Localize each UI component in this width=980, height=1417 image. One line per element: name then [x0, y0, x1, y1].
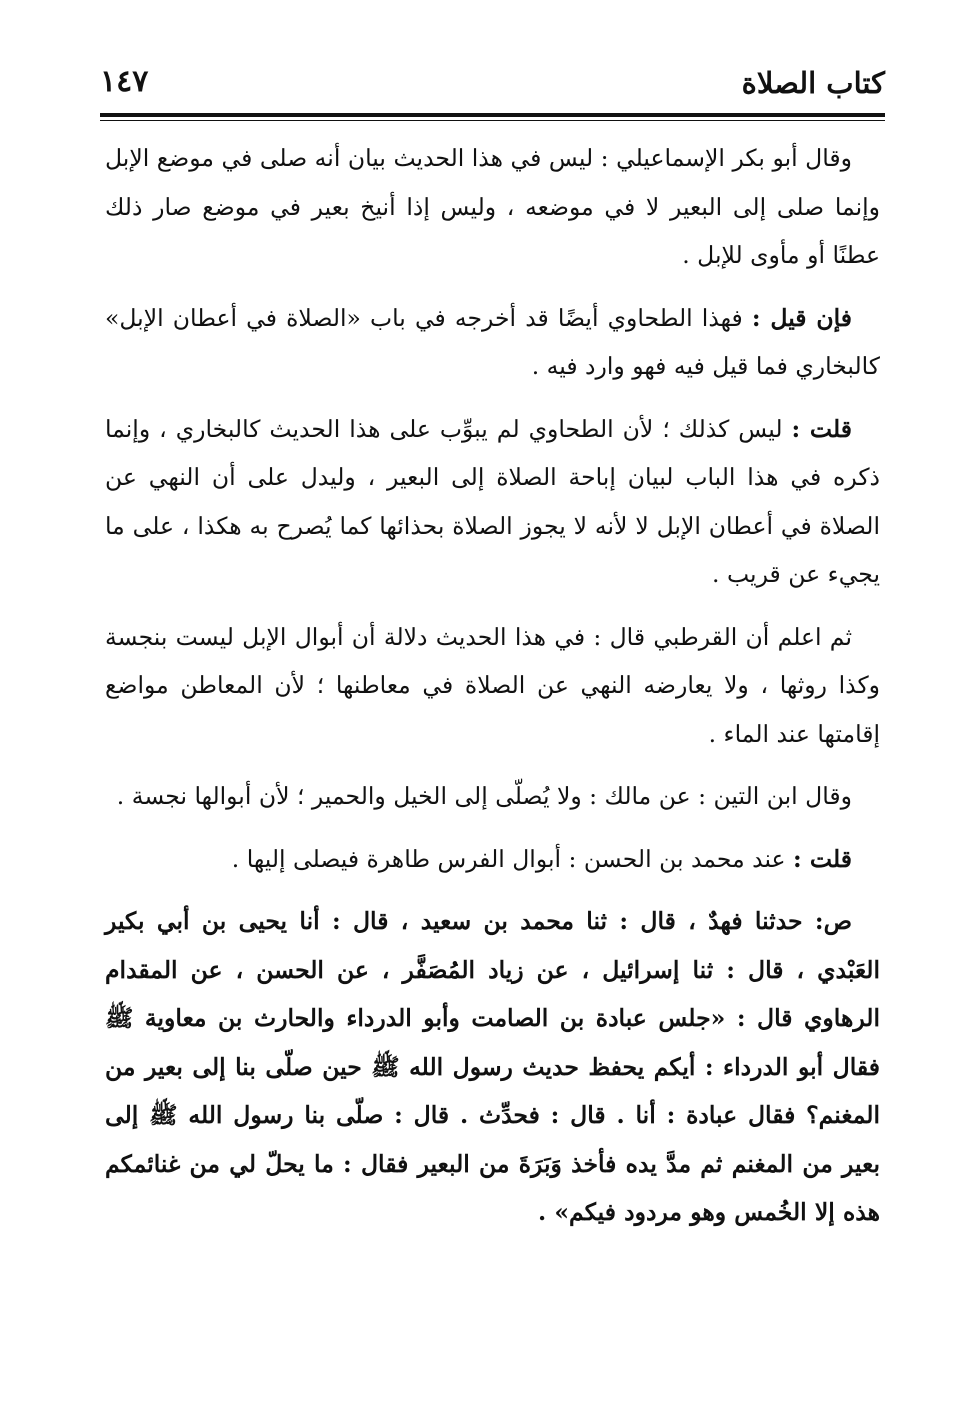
lead-in-phrase: قلت : [793, 844, 852, 873]
page-number: ١٤٧ [100, 64, 149, 99]
running-title: كتاب الصلاة [741, 66, 885, 100]
page-body [105, 134, 880, 1251]
lead-in-phrase: قلت : [791, 414, 852, 443]
lead-in-phrase: فإن قيل : [751, 303, 853, 332]
paragraph-reply: قلت : ليس كذلك ؛ لأن الطحاوي لم يبوِّب على هذا الحديث كالبخاري ، وإنما ذكره في هذا الباب لبيان إباحة الصلاة إلى البعير ، وليدل على أن النهي عن الصلاة في أعطان الإبل لا لأنه لا يجوز الصلاة بحذائها كما يُصرح به هكذا ، على ما يجيء عن قريب . [105, 414, 880, 588]
header-rule-thin [100, 120, 885, 121]
paragraph-ibn-tin: وقال ابن التين : عن مالك : ولا يُصلّى إلى الخيل والحمير ؛ لأن أبوالها نجسة . [116, 782, 852, 810]
paragraph-ismaili: وقال أبو بكر الإسماعيلي : ليس في هذا الحديث بيان أنه صلى في موضع الإبل وإنما صلى إلى البعير لا في موضعه ، وليس إذا أنيخ بعير في موضع صار ذلك عطنًا أو مأوى للإبل . [105, 144, 880, 269]
paragraph-qurtubi: ثم اعلم أن القرطبي قال : في هذا الحديث دلالة أن أبوال الإبل ليست بنجسة وكذا روثها ، ولا يعارضه النهي عن الصلاة في معاطنها ؛ لأن المعاطن مواضع إقامتها عند الماء . [105, 622, 880, 748]
page-header [100, 58, 885, 112]
paragraph-muhammad-hasan: قلت : عند محمد بن الحسن : أبوال الفرس طاهرة فيصلى إليها . [231, 844, 852, 873]
paragraph-hadith-text: ص: حدثنا فهدٌ ، قال : ثنا محمد بن سعيد ، قال : أنا يحيى بن أبي بكير العَبْدي ، قال : ثنا إسرائيل ، عن زياد المُصَفَّر ، عن الحسن ، عن المقدام الرهاوي قال : «جلس عبادة بن الصامت وأبو الدرداء والحارث بن معاوية ﷺ فقال أبو الدرداء : أيكم يحفظ حديث رسول الله ﷺ حين صلّى بنا إلى بعير من المغنم؟ فقال عبادة : أنا . قال : فحدِّث . قال : صلّى بنا رسول الله ﷺ إلى بعير من المغنم ثم مدَّ يده فأخذ وَبَرَةَ من البعير فقال : ما يحلّ لي من غنائمكم هذه إلا الخُمس وهو مردود فيكم» . [105, 907, 880, 1226]
header-rule-thick [100, 113, 885, 117]
lead-in-phrase: ص: [814, 907, 852, 935]
paragraph-objection: فإن قيل : فهذا الطحاوي أيضًا قد أخرجه في باب «الصلاة في أعطان الإبل» كالبخاري فما قيل فيه فهو وارد فيه . [105, 303, 880, 380]
